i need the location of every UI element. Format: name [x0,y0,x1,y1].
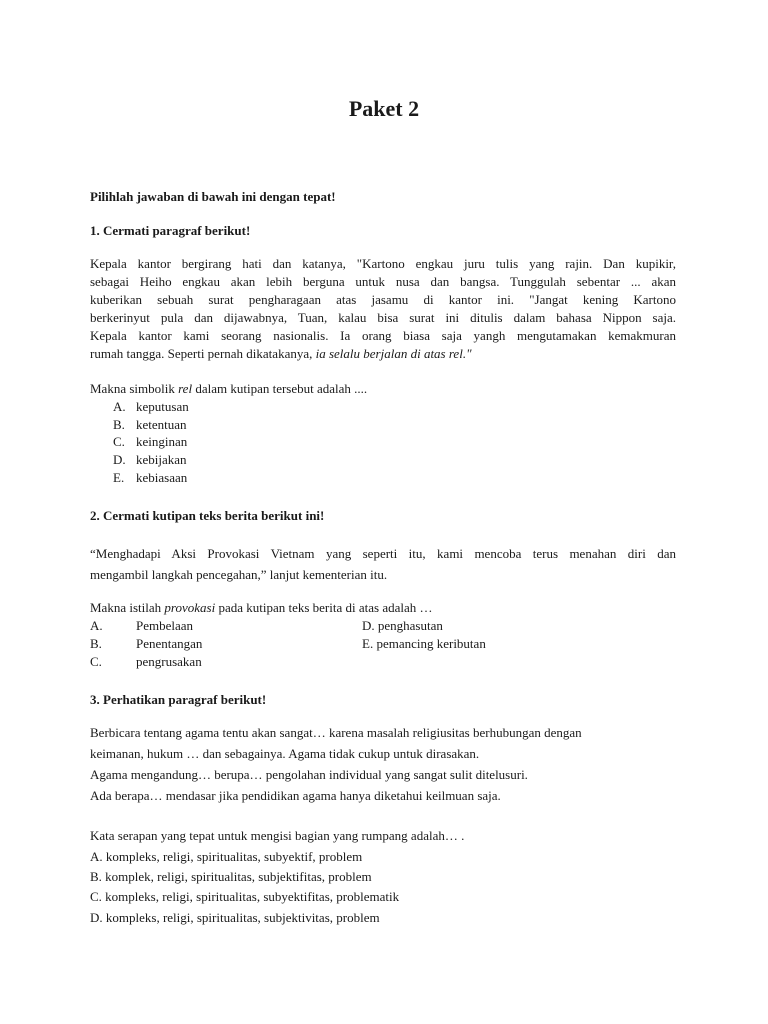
q3-heading: 3. Perhatikan paragraf berikut! [90,692,267,707]
q1-option-c[interactable] [113,433,188,451]
q1-heading: 1. Cermati paragraf berikut! [90,223,251,238]
q2-quote-line: “Menghadapi Aksi Provokasi Vietnam yang seperti itu, kami mencoba terus menahan diri dan [90,546,676,561]
q3-para-line: Ada berapa… mendasar jika pendidikan agama hanya diketahui keilmuan saja. [90,788,501,803]
q1-option-a[interactable] [113,398,189,416]
q1-option-b[interactable] [113,416,187,434]
q1-option-d[interactable] [113,451,187,469]
option-text: ketentuan [136,417,187,432]
q1-para-last-plain: rumah tangga. Seperti pernah dikatakanya, [90,346,316,361]
q2-option-d[interactable]: D. penghasutan [362,618,443,633]
option-text: Pembelaan [136,618,194,633]
q3-option-d[interactable]: D. kompleks, religi, spiritualitas, subjektivitas, problem [90,910,380,925]
q1-question-italic: rel [178,381,193,396]
q3-para-line: Berbicara tentang agama tentu akan sangat… karena masalah religiusitas berhubungan dengan [90,725,582,740]
page-title: Paket 2 [348,96,420,121]
option-letter: B. [113,417,125,432]
q1-para-last-italic: ia selalu berjalan di atas rel." [315,346,472,361]
option-letter: B. [90,636,102,651]
option-letter: D. [113,452,126,467]
q1-para-line: Kepala kantor kami seorang nasionalis. Ia orang biasa saja yangh mengutamakan kemakmuran [90,328,676,343]
q3-para-line: keimanan, hukum … dan sebagainya. Agama tidak cukup untuk dirasakan. [90,746,480,761]
q2-question-pre: Makna istilah [90,600,165,615]
q2-option-b[interactable] [90,635,203,653]
q3-option-b[interactable]: B. komplek, religi, spiritualitas, subjektifitas, problem [90,869,372,884]
q3-option-c[interactable]: C. kompleks, religi, spiritualitas, subyektifitas, problematik [90,889,400,904]
option-text: Penentangan [136,636,203,651]
q2-question-post: pada kutipan teks berita di atas adalah … [215,600,433,615]
q2-question-italic: provokasi [164,600,216,615]
option-text: kebijakan [136,452,187,467]
q2-heading: 2. Cermati kutipan teks berita berikut ini! [90,508,325,523]
q3-question: Kata serapan yang tepat untuk mengisi bagian yang rumpang adalah… . [90,828,465,843]
q1-para-line: berkerinyut pula dan dijawabnya, Tuan, kalau bisa surat ini ditulis dalam bahasa Nippon saja. [90,310,676,325]
option-letter: C. [90,654,102,669]
q3-option-a[interactable]: A. kompleks, religi, spiritualitas, subyektif, problem [90,849,363,864]
q2-option-a[interactable] [90,617,194,635]
q1-para-line: sebagai Heiho engkau akan lebih berguna untuk nusa dan bangsa. Tunggulah sebentar ... akan [90,274,676,289]
q3-para-line: Agama mengandung… berupa… pengolahan individual yang sangat sulit ditelusuri. [90,767,528,782]
option-text: keinginan [136,434,188,449]
option-text: keputusan [136,399,189,414]
q1-question-pre: Makna simbolik [90,381,179,396]
q2-option-e[interactable]: E. pemancing keributan [362,636,486,651]
q2-option-c[interactable] [90,653,202,671]
instruction: Pilihlah jawaban di bawah ini dengan tepat! [90,189,336,204]
q2-question [90,599,433,617]
q1-question [90,380,367,398]
option-letter: A. [113,399,126,414]
q1-para-line: Kepala kantor bergirang hati dan katanya, "Kartono engkau juru tulis yang rajin. Dan kupikir, [90,256,676,271]
option-text: kebiasaan [136,470,188,485]
q1-question-post: dalam kutipan tersebut adalah .... [192,381,368,396]
q1-option-e[interactable] [113,469,188,487]
q1-para-last-line [90,345,472,363]
q2-quote-line: mengambil langkah pencegahan,” lanjut kementerian itu. [90,567,388,582]
option-letter: A. [90,618,103,633]
q1-para-line: kuberikan sebuah surat pengharagaan atas jasamu di kantor ini. "Jangat kening Kartono [90,292,676,307]
option-letter: C. [113,434,125,449]
option-text: pengrusakan [136,654,202,669]
option-letter: E. [113,470,125,485]
